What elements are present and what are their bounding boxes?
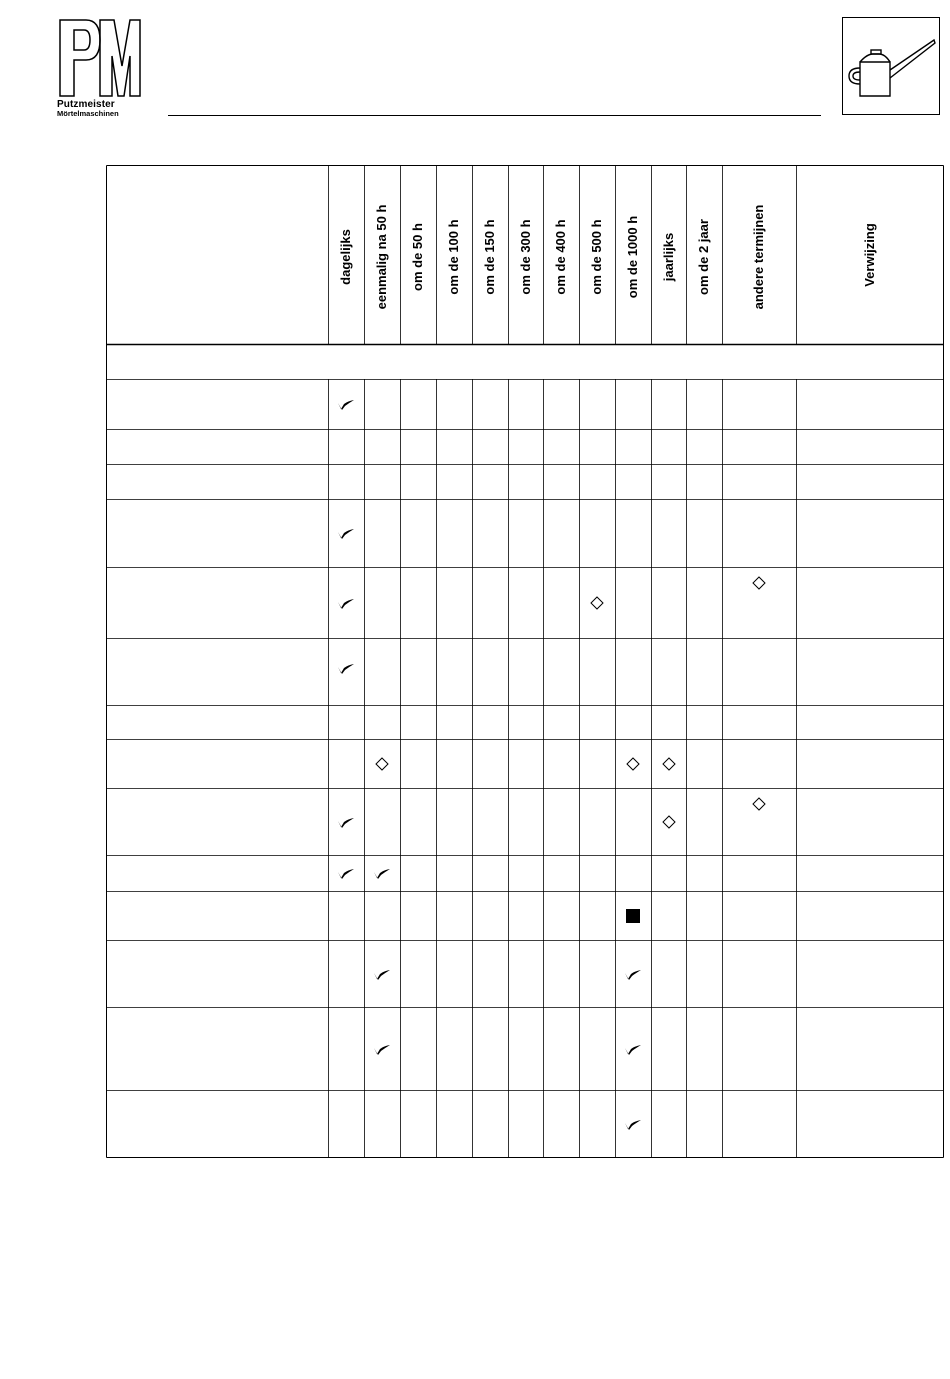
- check-mark-icon: [624, 967, 642, 981]
- column-header-label: om de 150 h: [482, 219, 497, 295]
- check-mark-icon: [337, 661, 355, 675]
- diamond-icon: [752, 576, 766, 590]
- column-header-label: om de 300 h: [517, 219, 533, 295]
- check-mark-icon: [337, 397, 355, 411]
- diamond-icon: [626, 757, 640, 771]
- column-header-label: om de 1000 h: [625, 215, 640, 299]
- diamond-icon: [662, 757, 676, 771]
- check-mark-icon: [624, 1117, 642, 1131]
- check-mark-icon: [337, 815, 355, 829]
- check-mark-icon: [373, 967, 391, 981]
- oil-can-icon: [843, 18, 941, 116]
- column-header-label: om de 500 h: [589, 219, 604, 295]
- column-header-label: om de 400 h: [553, 219, 568, 295]
- diamond-icon: [752, 797, 766, 811]
- column-header-label: om de 50 h: [410, 223, 425, 291]
- company-subtitle: Mörtelmaschinen: [57, 109, 119, 118]
- column-header-label: andere termijnen: [751, 204, 766, 310]
- company-name: Putzmeister: [57, 99, 115, 110]
- check-mark-icon: [373, 1042, 391, 1056]
- column-header-label: dagelijks: [338, 229, 353, 285]
- filled-square-icon: [626, 909, 640, 923]
- check-mark-icon: [624, 1042, 642, 1056]
- maintenance-schedule-table: [106, 165, 944, 1158]
- column-header-label: jaarlijks: [660, 232, 676, 282]
- pm-logo-icon: [56, 16, 146, 100]
- header-rule: [168, 115, 821, 116]
- oil-can-symbol-box: [842, 17, 940, 115]
- check-mark-icon: [337, 866, 355, 880]
- check-mark-icon: [337, 596, 355, 610]
- diamond-icon: [662, 815, 676, 829]
- column-header-label: eenmalig na 50 h: [374, 204, 389, 310]
- check-mark-icon: [337, 526, 355, 540]
- diamond-icon: [375, 757, 389, 771]
- column-header-label: om de 100 h: [446, 219, 461, 295]
- check-mark-icon: [373, 866, 391, 880]
- column-header-label: Verwijzing: [861, 223, 877, 287]
- column-header-label: om de 2 jaar: [696, 219, 711, 295]
- table-grid: [106, 165, 944, 1158]
- diamond-icon: [590, 596, 604, 610]
